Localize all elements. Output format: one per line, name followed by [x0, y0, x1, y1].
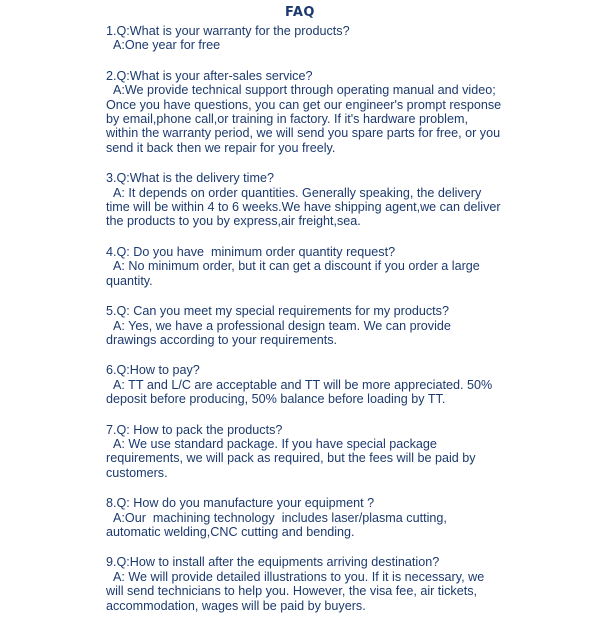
faq-question: 2.Q:What is your after-sales service? — [106, 68, 313, 83]
faq-answer: A: TT and L/C are acceptable and TT will be more appreciated. 50% deposit before producing, 50% balance before loading by TT. — [106, 377, 493, 407]
faq-answer: A:One year for free — [106, 38, 221, 53]
faq-item-3 — [106, 171, 596, 229]
faq-item-9 — [106, 555, 596, 613]
faq-answer: A:We provide technical support through operating manual and video; Once you have questions, you can get our engineer's prompt response by email,phone call,or training in factory. If it's hardware problem, within the warranty period, we will send you spare parts for free, or you send it back then we repair for you freely. — [106, 83, 502, 155]
faq-item-1 — [106, 24, 596, 53]
faq-question: 3.Q:What is the delivery time? — [106, 171, 274, 186]
faq-question: 8.Q: How do you manufacture your equipment ? — [106, 496, 375, 511]
faq-item-8 — [106, 496, 596, 539]
faq-answer: A: It depends on order quantities. Generally speaking, the delivery time will be within 4 to 6 weeks.We have shipping agent,we can deliver the products to you by express,air freight,sea. — [106, 185, 501, 229]
faq-answer: A:Our machining technology includes laser/plasma cutting, automatic welding,CNC cutting and bending. — [106, 510, 447, 539]
faq-answer: A: Yes, we have a professional design team. We can provide drawings according to your requirements. — [106, 318, 451, 347]
faq-question: 5.Q: Can you meet my special requirements for my products? — [106, 304, 449, 319]
page-title: FAQ — [284, 5, 315, 20]
faq-question: 9.Q:How to install after the equipments arriving destination? — [106, 555, 440, 570]
faq-answer: A: We use standard package. If you have special package requirements, we will pack as required, but the fees will be paid by customers. — [106, 436, 476, 480]
faq-question: 7.Q: How to pack the products? — [106, 422, 283, 437]
faq-question: 1.Q:What is your warranty for the products? — [106, 24, 350, 38]
faq-item-2 — [106, 69, 596, 155]
faq-item-6 — [106, 363, 596, 406]
faq-item-5 — [106, 304, 596, 347]
faq-question: 6.Q:How to pay? — [106, 363, 200, 378]
faq-item-7 — [106, 423, 596, 481]
faq-list — [106, 24, 596, 629]
faq-question: 4.Q: Do you have minimum order quantity request? — [106, 244, 396, 259]
faq-item-4 — [106, 245, 596, 288]
faq-answer: A: No minimum order, but it can get a discount if you order a large quantity. — [106, 259, 480, 288]
faq-answer: A: We will provide detailed illustrations to you. If it is necessary, we will send technicians to help you. However, the visa fee, air tickets, accommodation, wages will be paid by buyers. — [106, 569, 485, 613]
